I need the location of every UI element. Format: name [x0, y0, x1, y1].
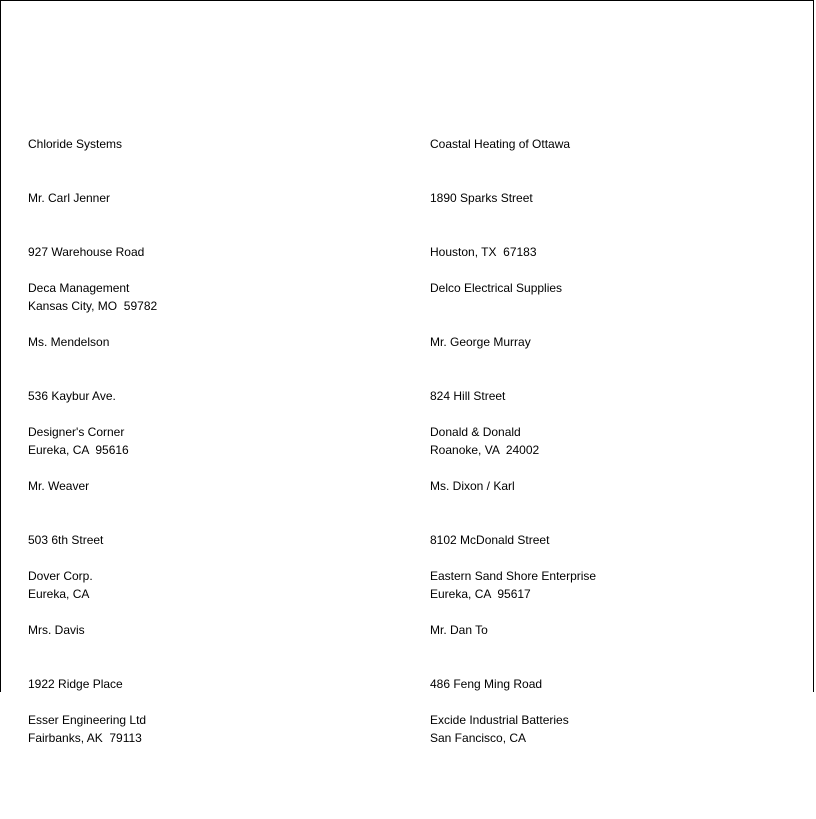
- label-street: 1922 Ridge Place: [28, 677, 123, 691]
- label-street: 927 Warehouse Road: [28, 245, 145, 259]
- label-company: Esser Engineering Ltd: [28, 713, 147, 727]
- label-street: 1890 Sparks Street: [430, 191, 533, 205]
- label-city-state-zip: Fairbanks, AK 79113: [28, 731, 142, 745]
- label-company: Excide Industrial Batteries: [430, 713, 569, 727]
- mailing-label: [430, 99, 788, 259]
- label-contact: Mr. Dan To: [430, 623, 488, 637]
- mailing-labels-grid: [28, 99, 788, 819]
- label-street: 503 6th Street: [28, 533, 104, 547]
- label-street: 8102 McDonald Street: [430, 533, 550, 547]
- label-city-state-zip: Eureka, CA 95616: [28, 443, 129, 457]
- label-company: Deca Management: [28, 281, 130, 295]
- label-contact: Mrs. Davis: [28, 623, 85, 637]
- label-contact: Ms. Mendelson: [28, 335, 110, 349]
- label-street: 486 Feng Ming Road: [430, 677, 543, 691]
- label-company: Designer's Corner: [28, 425, 125, 439]
- label-contact: Ms. Dixon / Karl: [430, 479, 515, 493]
- label-contact: Mr. Weaver: [28, 479, 90, 493]
- label-company: Dover Corp.: [28, 569, 93, 583]
- label-company: Eastern Sand Shore Enterprise: [430, 569, 597, 583]
- label-contact: Mr. Carl Jenner: [28, 191, 111, 205]
- label-city-state-zip: Eureka, CA: [28, 587, 90, 601]
- label-company: Delco Electrical Supplies: [430, 281, 563, 295]
- label-contact: Mr. George Murray: [430, 335, 531, 349]
- label-city-state-zip: Houston, TX 67183: [430, 245, 537, 259]
- label-city-state-zip: Eureka, CA 95617: [430, 587, 531, 601]
- label-company: Donald & Donald: [430, 425, 521, 439]
- label-company: Coastal Heating of Ottawa: [430, 137, 571, 151]
- label-city-state-zip: Roanoke, VA 24002: [430, 443, 540, 457]
- label-street: 536 Kaybur Ave.: [28, 389, 116, 403]
- mailing-label: [28, 675, 430, 819]
- label-city-state-zip: Kansas City, MO 59782: [28, 299, 158, 313]
- mailing-label: [430, 675, 788, 819]
- label-city-state-zip: San Fancisco, CA: [430, 731, 527, 745]
- label-street: 824 Hill Street: [430, 389, 506, 403]
- label-company: Chloride Systems: [28, 137, 123, 151]
